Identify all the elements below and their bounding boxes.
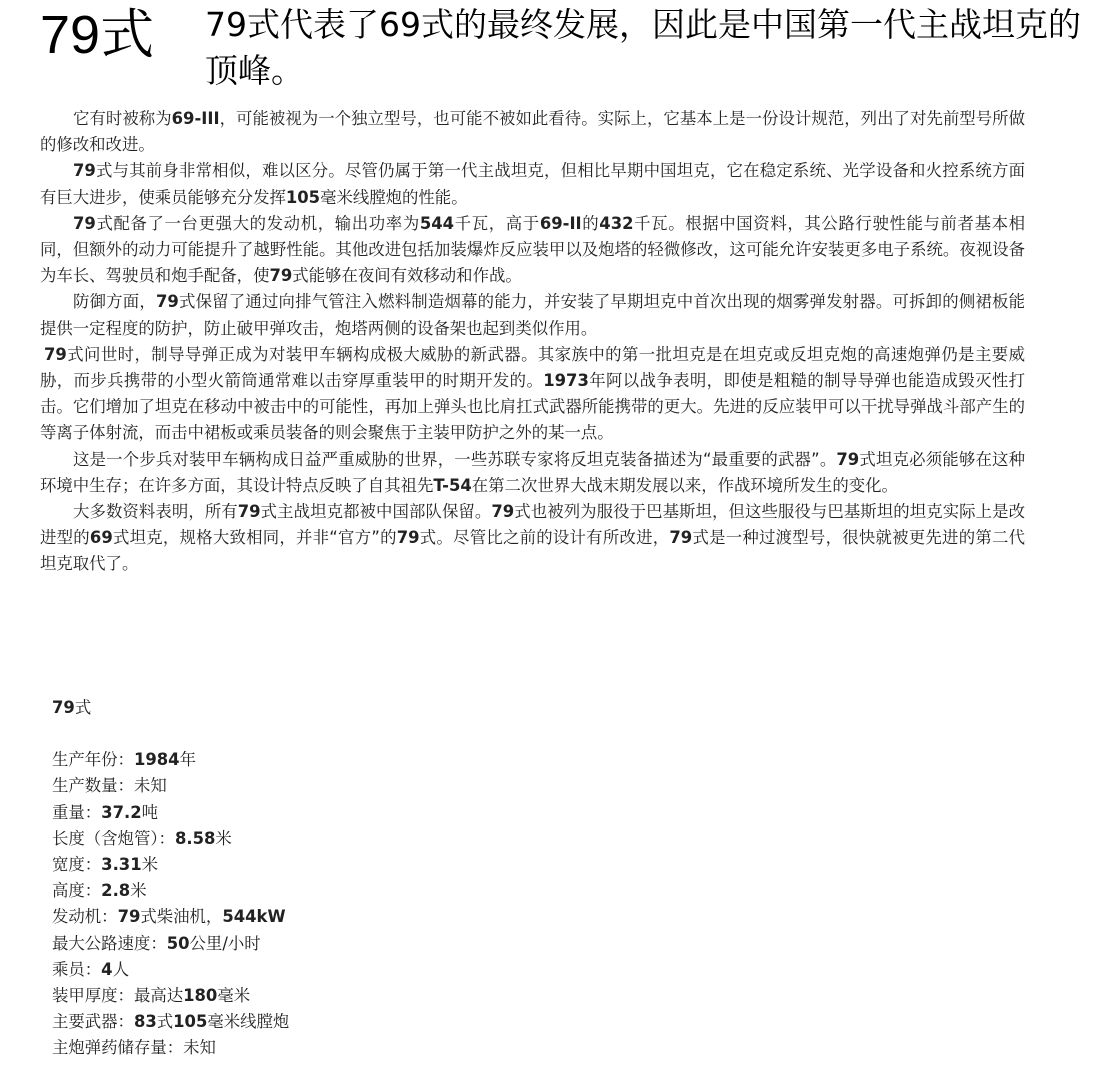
paragraph: 79式配备了一台更强大的发动机，输出功率为544千瓦，高于69-II的432千瓦。根据中国资料，其公路行驶性能与前者基本相同，但额外的动力可能提升了越野性能。其他改进包括加装爆炸反应装甲以及炮塔的轻微修改，这可能允许安装更多电子系统。夜视设备为车长、驾驶员和炮手配备，使79式能够在夜间有效移动和作战。 [40,213,1026,286]
paragraph: 79式与其前身非常相似，难以区分。尽管仍属于第一代主战坦克，但相比早期中国坦克，它在稳定系统、光学设备和火控系统方面有巨大进步，使乘员能够充分发挥105毫米线膛炮的性能。 [40,161,1025,207]
article-body [40,106,1025,578]
spec-row: 重量：37.2吨 [52,802,159,822]
page-title: 79式 [40,5,155,65]
spec-row: 乘员：4人 [52,959,129,979]
spec-row: 长度（含炮管）：8.58米 [52,828,232,848]
spec-row: 宽度：3.31米 [52,855,159,875]
spec-sheet [52,695,652,1062]
spec-row: 生产年份：1984年 [52,750,196,770]
spec-row: 高度：2.8米 [52,881,147,901]
spec-title: 79式 [52,698,92,717]
spec-row: 主炮弹药储存量：未知 [52,1038,216,1058]
spec-row: 最大公路速度：50公里/小时 [52,933,261,953]
spec-row: 发动机：79式柴油机，544kW [52,907,286,927]
paragraph: 它有时被称为69-III，可能被视为一个独立型号，也可能不被如此看待。实际上，它基本上是一份设计规范，列出了对先前型号所做的修改和改进。 [40,109,1026,155]
paragraph: 防御方面，79式保留了通过向排气管注入燃料制造烟幕的能力，并安装了早期坦克中首次出现的烟雾弹发射器。可拆卸的侧裙板能提供一定程度的防护，防止破甲弹攻击，炮塔两侧的设备架也起到类似作用。 [40,292,1026,338]
spec-row: 主要武器：83式105毫米线膛炮 [52,1012,290,1032]
spec-list [52,747,652,1061]
paragraph: 大多数资料表明，所有79式主战坦克都被中国部队保留。79式也被列为服役于巴基斯坦，但这些服役与巴基斯坦的坦克实际上是改进型的69式坦克，规格大致相同，并非“官方”的79式。尽管比之前的设计有所改进，79式是一种过渡型号，很快就被更先进的第二代坦克取代了。 [40,502,1026,574]
page-header [0,0,1104,100]
spec-row: 装甲厚度：最高达180毫米 [52,986,251,1006]
paragraph: 79式问世时，制导导弹正成为对装甲车辆构成极大威胁的新武器。其家族中的第一批坦克是在坦克或反坦克炮的高速炮弹仍是主要威胁，而步兵携带的小型火箭筒通常难以击穿厚重装甲的时期开发的。1973年阿以战争表明，即使是粗糙的制导导弹也能造成毁灭性打击。它们增加了坦克在移动中被击中的可能性，再加上弹头也比肩扛式武器所能携带的更大。先进的反应装甲可以干扰导弹战斗部产生的等离子体射流，而击中裙板或乘员装备的则会聚焦于主装甲防护之外的某一点。 [40,344,1026,443]
spec-row: 生产数量：未知 [52,776,167,796]
paragraph: 这是一个步兵对装甲车辆构成日益严重威胁的世界，一些苏联专家将反坦克装备描述为“最重要的武器”。79式坦克必须能够在这种环境中生存；在许多方面，其设计特点反映了自其祖先T-54在第二次世界大战末期发展以来，作战环境所发生的变化。 [40,449,1026,495]
page-subtitle: 79式代表了69式的最终发展，因此是中国第一代主战坦克的顶峰。 [205,5,1081,90]
